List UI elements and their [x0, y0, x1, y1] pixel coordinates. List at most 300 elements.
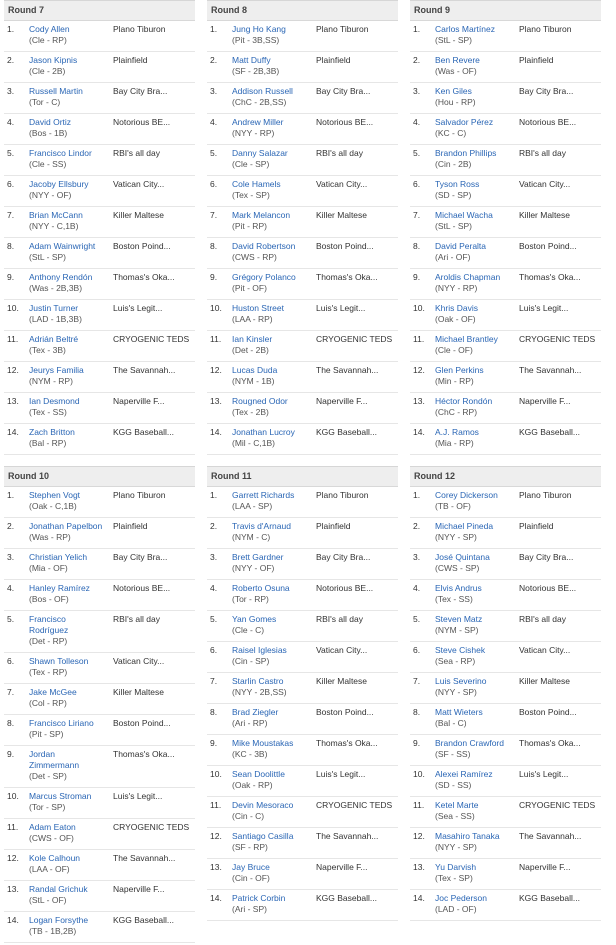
pick-number: 5.	[7, 614, 15, 624]
pick-number: 7.	[413, 676, 421, 686]
player-cell	[232, 583, 312, 610]
fantasy-team-name: CRYOGENIC TEDS	[113, 334, 190, 344]
player-name-link[interactable]: Alexei Ramírez	[435, 769, 493, 779]
player-name-link[interactable]: Logan Forsythe	[29, 915, 89, 925]
pick-number: 5.	[210, 148, 218, 158]
player-name-link[interactable]: Salvador Pérez	[435, 117, 494, 127]
player-cell	[29, 853, 109, 880]
player-name-link[interactable]: Jonathan Lucroy	[232, 427, 295, 437]
draft-pick-row	[207, 331, 398, 362]
player-name-link[interactable]: Sean Doolittle	[232, 769, 285, 779]
player-team-position: (Was - 2B,3B)	[29, 283, 83, 293]
player-name-link[interactable]: Mike Moustakas	[232, 738, 294, 748]
player-cell	[29, 822, 109, 849]
player-team-position: (NYM - SP)	[435, 625, 479, 635]
player-cell	[29, 117, 109, 144]
player-team-position: (LAA - RP)	[232, 314, 273, 324]
pick-number: 1.	[413, 490, 421, 500]
player-name-link[interactable]: Brandon Crawford	[435, 738, 504, 748]
player-cell	[232, 210, 312, 237]
player-team-position: (Cle - RP)	[29, 35, 67, 45]
fantasy-team-name: Vatican City...	[519, 645, 571, 655]
player-name-link[interactable]: Carlos Martínez	[435, 24, 495, 34]
fantasy-team-name: The Savannah...	[113, 365, 176, 375]
pick-number: 10.	[7, 303, 19, 313]
player-team-position: (Tex - SP)	[232, 190, 270, 200]
player-cell	[232, 55, 312, 82]
player-name-link[interactable]: Ken Giles	[435, 86, 472, 96]
player-team-position: (CWS - OF)	[29, 833, 74, 843]
player-name-link[interactable]: Rougned Odor	[232, 396, 288, 406]
player-cell	[29, 521, 109, 548]
player-name-link[interactable]: Ben Revere	[435, 55, 480, 65]
player-name-link[interactable]: José Quintana	[435, 552, 490, 562]
pick-number: 13.	[413, 396, 425, 406]
pick-number: 4.	[413, 117, 421, 127]
round-block	[4, 466, 195, 943]
player-name-link[interactable]: Ian Desmond	[29, 396, 80, 406]
player-cell	[232, 24, 312, 51]
fantasy-team-name: KGG Baseball...	[316, 427, 377, 437]
fantasy-team-name: Plainfield	[519, 521, 554, 531]
player-team-position: (ChC - 2B,SS)	[232, 97, 287, 107]
player-team-position: (SF - 2B,3B)	[232, 66, 280, 76]
player-cell	[435, 490, 515, 517]
pick-number: 9.	[7, 272, 15, 282]
player-name-link[interactable]: Ian Kinsler	[232, 334, 273, 344]
fantasy-team-name: Plainfield	[113, 55, 148, 65]
player-cell	[232, 396, 312, 423]
pick-number: 8.	[413, 241, 421, 251]
fantasy-team-name: Notorious BE...	[316, 117, 374, 127]
draft-pick-row	[410, 21, 601, 52]
fantasy-team-name: Vatican City...	[519, 179, 571, 189]
player-name-link[interactable]: Joc Pederson	[435, 893, 487, 903]
player-name-link[interactable]: Mark Melancon	[232, 210, 291, 220]
player-cell	[232, 148, 312, 175]
player-team-position: (Pit - RP)	[232, 221, 267, 231]
draft-pick-row	[4, 424, 195, 455]
pick-number: 1.	[210, 490, 218, 500]
draft-pick-row	[4, 21, 195, 52]
player-cell	[435, 800, 515, 827]
player-cell	[29, 749, 109, 787]
player-team-position: (NYM - C)	[232, 532, 271, 542]
draft-pick-row	[410, 797, 601, 828]
player-name-link[interactable]: David Robertson	[232, 241, 296, 251]
draft-pick-row	[410, 580, 601, 611]
pick-number: 13.	[7, 396, 19, 406]
player-team-position: (NYY - RP)	[435, 283, 478, 293]
player-team-position: (Hou - RP)	[435, 97, 476, 107]
player-team-position: (Det - 2B)	[232, 345, 269, 355]
fantasy-team-name: Notorious BE...	[519, 117, 577, 127]
player-name-link[interactable]: Francisco Lindor	[29, 148, 92, 158]
player-name-link[interactable]: Yu Darvish	[435, 862, 477, 872]
fantasy-team-name: The Savannah...	[316, 365, 379, 375]
player-name-link[interactable]: Brad Ziegler	[232, 707, 279, 717]
pick-number: 4.	[7, 583, 15, 593]
player-cell	[232, 831, 312, 858]
player-cell	[29, 179, 109, 206]
player-name-link[interactable]: Luis Severino	[435, 676, 487, 686]
player-cell	[232, 769, 312, 796]
pick-number: 4.	[413, 583, 421, 593]
player-name-link[interactable]: Francisco Liriano	[29, 718, 94, 728]
draft-pick-row	[4, 715, 195, 746]
draft-pick-row	[207, 766, 398, 797]
player-name-link[interactable]: Yan Gomes	[232, 614, 277, 624]
fantasy-team-name: Naperville F...	[519, 862, 571, 872]
player-name-link[interactable]: Héctor Rondón	[435, 396, 493, 406]
player-name-link[interactable]: Zach Britton	[29, 427, 75, 437]
fantasy-team-name: RBI's all day	[316, 148, 363, 158]
player-cell	[232, 645, 312, 672]
player-name-link[interactable]: Steve Cishek	[435, 645, 486, 655]
draft-pick-row	[410, 207, 601, 238]
player-name-link[interactable]: Jay Bruce	[232, 862, 270, 872]
player-cell	[232, 365, 312, 392]
draft-pick-row	[410, 424, 601, 455]
fantasy-team-name: CRYOGENIC TEDS	[316, 334, 393, 344]
player-cell	[435, 148, 515, 175]
player-name-link[interactable]: Aroldis Chapman	[435, 272, 501, 282]
draft-pick-row	[207, 114, 398, 145]
pick-number: 8.	[210, 241, 218, 251]
player-team-position: (Tor - SP)	[29, 802, 66, 812]
player-name-link[interactable]: Randal Grichuk	[29, 884, 88, 894]
draft-pick-row	[410, 549, 601, 580]
player-name-link[interactable]: Jeurys Familia	[29, 365, 84, 375]
fantasy-team-name: Boston Poind...	[113, 718, 171, 728]
player-name-link[interactable]: Brett Gardner	[232, 552, 284, 562]
player-cell	[435, 334, 515, 361]
player-team-position: (Tor - C)	[29, 97, 61, 107]
fantasy-team-name: The Savannah...	[316, 831, 379, 841]
pick-number: 14.	[7, 427, 19, 437]
player-cell	[29, 915, 109, 942]
player-cell	[435, 241, 515, 268]
player-name-link[interactable]: A.J. Ramos	[435, 427, 479, 437]
player-name-link[interactable]: Cole Hamels	[232, 179, 281, 189]
fantasy-team-name: Vatican City...	[113, 179, 165, 189]
player-name-link[interactable]: Anthony Rendón	[29, 272, 93, 282]
player-team-position: (Oak - OF)	[435, 314, 476, 324]
player-cell	[29, 210, 109, 237]
player-name-link[interactable]: Danny Salazar	[232, 148, 288, 158]
player-cell	[29, 24, 109, 51]
player-cell	[232, 490, 312, 517]
player-cell	[435, 365, 515, 392]
player-team-position: (NYM - 1B)	[232, 376, 275, 386]
fantasy-team-name: Plano Tiburon	[113, 24, 166, 34]
draft-pick-row	[410, 238, 601, 269]
fantasy-team-name: RBI's all day	[519, 614, 566, 624]
player-cell	[232, 86, 312, 113]
pick-number: 8.	[7, 241, 15, 251]
player-team-position: (Tex - RP)	[29, 667, 68, 677]
player-name-link[interactable]: Hanley Ramírez	[29, 583, 90, 593]
round-block	[207, 466, 398, 921]
fantasy-team-name: Plainfield	[316, 55, 351, 65]
player-team-position: (Pit - 3B,SS)	[232, 35, 280, 45]
fantasy-team-name: Boston Poind...	[316, 241, 374, 251]
player-team-position: (ChC - RP)	[435, 407, 478, 417]
player-cell	[29, 490, 109, 517]
player-team-position: (SD - SS)	[435, 780, 472, 790]
player-team-position: (Was - RP)	[29, 532, 71, 542]
fantasy-team-name: Notorious BE...	[113, 117, 171, 127]
player-name-link[interactable]: Lucas Duda	[232, 365, 278, 375]
draft-pick-row	[207, 176, 398, 207]
pick-number: 6.	[413, 179, 421, 189]
player-team-position: (Cin - 2B)	[435, 159, 472, 169]
player-name-link[interactable]: Jacoby Ellsbury	[29, 179, 89, 189]
round-header: Round 9	[410, 1, 601, 21]
player-team-position: (Det - SP)	[29, 771, 67, 781]
player-cell	[29, 614, 109, 652]
player-name-link[interactable]: Ketel Marte	[435, 800, 479, 810]
player-cell	[435, 862, 515, 889]
player-team-position: (Bos - 1B)	[29, 128, 68, 138]
player-cell	[29, 272, 109, 299]
player-name-link[interactable]: Huston Street	[232, 303, 284, 313]
player-name-link[interactable]: Masahiro Tanaka	[435, 831, 500, 841]
player-cell	[29, 583, 109, 610]
player-name-link[interactable]: Roberto Osuna	[232, 583, 290, 593]
pick-number: 7.	[7, 687, 15, 697]
player-team-position: (LAA - SP)	[232, 501, 273, 511]
draft-pick-row	[207, 735, 398, 766]
player-cell	[232, 676, 312, 703]
player-team-position: (Ari - RP)	[232, 718, 268, 728]
player-name-link[interactable]: Steven Matz	[435, 614, 483, 624]
fantasy-team-name: Thomas's Oka...	[113, 272, 175, 282]
player-name-link[interactable]: Marcus Stroman	[29, 791, 92, 801]
player-cell	[232, 334, 312, 361]
player-team-position: (NYY - C,1B)	[29, 221, 79, 231]
draft-pick-row	[4, 912, 195, 943]
draft-pick-row	[207, 828, 398, 859]
player-name-link[interactable]: David Ortiz	[29, 117, 72, 127]
player-name-link[interactable]: Justin Turner	[29, 303, 79, 313]
player-name-link[interactable]: Matt Duffy	[232, 55, 271, 65]
player-name-link[interactable]: Glen Perkins	[435, 365, 484, 375]
player-name-link[interactable]: Jordan Zimmermann	[29, 749, 80, 770]
draft-pick-row	[207, 83, 398, 114]
player-cell	[29, 552, 109, 579]
player-name-link[interactable]: Jake McGee	[29, 687, 77, 697]
draft-pick-row	[207, 890, 398, 921]
draft-pick-row	[4, 393, 195, 424]
player-name-link[interactable]: Russell Martin	[29, 86, 83, 96]
draft-pick-row	[4, 881, 195, 912]
player-name-link[interactable]: Cody Allen	[29, 24, 70, 34]
player-name-link[interactable]: Shawn Tolleson	[29, 656, 89, 666]
pick-number: 11.	[210, 800, 222, 810]
player-name-link[interactable]: David Peralta	[435, 241, 487, 251]
draft-pick-row	[207, 580, 398, 611]
player-name-link[interactable]: Jonathan Papelbon	[29, 521, 103, 531]
draft-pick-row	[4, 653, 195, 684]
pick-number: 8.	[7, 718, 15, 728]
player-name-link[interactable]: Grégory Polanco	[232, 272, 296, 282]
player-name-link[interactable]: Starlin Castro	[232, 676, 284, 686]
pick-number: 3.	[413, 86, 421, 96]
draft-pick-row	[4, 145, 195, 176]
player-cell	[435, 614, 515, 641]
player-team-position: (StL - OF)	[29, 895, 67, 905]
player-name-link[interactable]: Brian McCann	[29, 210, 83, 220]
fantasy-team-name: The Savannah...	[519, 831, 582, 841]
pick-number: 8.	[413, 707, 421, 717]
player-cell	[232, 427, 312, 454]
draft-pick-row	[410, 269, 601, 300]
pick-number: 10.	[413, 303, 425, 313]
player-name-link[interactable]: Christian Yelich	[29, 552, 88, 562]
fantasy-team-name: Killer Maltese	[113, 687, 165, 697]
player-name-link[interactable]: Elvis Andrus	[435, 583, 482, 593]
fantasy-team-name: Bay City Bra...	[113, 86, 168, 96]
draft-pick-row	[4, 52, 195, 83]
player-team-position: (NYY - SP)	[435, 687, 477, 697]
player-cell	[435, 117, 515, 144]
draft-pick-row	[4, 114, 195, 145]
player-name-link[interactable]: Garrett Richards	[232, 490, 295, 500]
fantasy-team-name: Notorious BE...	[519, 583, 577, 593]
player-cell	[232, 303, 312, 330]
player-name-link[interactable]: Francisco Rodríguez	[29, 614, 69, 635]
pick-number: 2.	[413, 521, 421, 531]
player-team-position: (Bal - C)	[435, 718, 467, 728]
player-cell	[29, 718, 109, 745]
player-name-link[interactable]: Patrick Corbin	[232, 893, 286, 903]
player-team-position: (Tex - 3B)	[29, 345, 66, 355]
player-name-link[interactable]: Kole Calhoun	[29, 853, 81, 863]
player-team-position: (NYY - RP)	[232, 128, 275, 138]
draft-pick-row	[410, 828, 601, 859]
player-team-position: (SF - SS)	[435, 749, 471, 759]
player-name-link[interactable]: Jung Ho Kang	[232, 24, 286, 34]
pick-number: 9.	[210, 272, 218, 282]
player-name-link[interactable]: Khris Davis	[435, 303, 478, 313]
player-name-link[interactable]: Tyson Ross	[435, 179, 480, 189]
fantasy-team-name: RBI's all day	[113, 148, 160, 158]
pick-number: 2.	[7, 55, 15, 65]
player-team-position: (Mia - OF)	[29, 563, 68, 573]
player-team-position: (Tex - SS)	[29, 407, 67, 417]
draft-pick-row	[207, 300, 398, 331]
fantasy-team-name: Boston Poind...	[519, 707, 577, 717]
player-team-position: (NYY - OF)	[29, 190, 72, 200]
draft-pick-row	[207, 393, 398, 424]
round-header: Round 7	[4, 1, 195, 21]
player-name-link[interactable]: Stephen Vogt	[29, 490, 81, 500]
pick-number: 12.	[413, 831, 425, 841]
fantasy-team-name: Plano Tiburon	[519, 490, 572, 500]
pick-number: 10.	[413, 769, 425, 779]
player-name-link[interactable]: Devin Mesoraco	[232, 800, 294, 810]
round-header: Round 12	[410, 467, 601, 487]
draft-pick-row	[4, 850, 195, 881]
pick-number: 4.	[210, 117, 218, 127]
player-name-link[interactable]: Travis d'Arnaud	[232, 521, 291, 531]
draft-pick-row	[207, 145, 398, 176]
player-name-link[interactable]: Raisel Iglesias	[232, 645, 287, 655]
draft-pick-row	[4, 362, 195, 393]
draft-pick-row	[4, 331, 195, 362]
player-cell	[435, 583, 515, 610]
pick-number: 13.	[413, 862, 425, 872]
player-cell	[435, 676, 515, 703]
fantasy-team-name: Notorious BE...	[113, 583, 171, 593]
fantasy-team-name: Plano Tiburon	[316, 490, 369, 500]
player-cell	[29, 791, 109, 818]
player-name-link[interactable]: Andrew Miller	[232, 117, 284, 127]
draft-pick-row	[207, 21, 398, 52]
player-team-position: (Oak - RP)	[232, 780, 273, 790]
player-name-link[interactable]: Brandon Phillips	[435, 148, 497, 158]
player-team-position: (LAD - 1B,3B)	[29, 314, 82, 324]
player-cell	[435, 210, 515, 237]
pick-number: 14.	[413, 893, 425, 903]
fantasy-team-name: RBI's all day	[113, 614, 160, 624]
player-team-position: (KC - 3B)	[232, 749, 268, 759]
player-name-link[interactable]: Michael Wacha	[435, 210, 493, 220]
draft-pick-row	[207, 673, 398, 704]
player-team-position: (Mil - C,1B)	[232, 438, 275, 448]
pick-number: 12.	[413, 365, 425, 375]
player-team-position: (StL - SP)	[435, 35, 472, 45]
fantasy-team-name: Vatican City...	[113, 656, 165, 666]
player-name-link[interactable]: Michael Pineda	[435, 521, 494, 531]
player-name-link[interactable]: Adrián Beltré	[29, 334, 79, 344]
player-name-link[interactable]: Adam Wainwright	[29, 241, 96, 251]
player-name-link[interactable]: Addison Russell	[232, 86, 293, 96]
player-name-link[interactable]: Adam Eaton	[29, 822, 76, 832]
fantasy-team-name: CRYOGENIC TEDS	[316, 800, 393, 810]
fantasy-team-name: CRYOGENIC TEDS	[519, 800, 596, 810]
fantasy-team-name: Plainfield	[113, 521, 148, 531]
player-team-position: (Cle - OF)	[435, 345, 473, 355]
player-cell	[435, 831, 515, 858]
player-cell	[435, 55, 515, 82]
player-cell	[232, 862, 312, 889]
player-cell	[29, 55, 109, 82]
player-cell	[435, 893, 515, 920]
draft-pick-row	[410, 176, 601, 207]
player-name-link[interactable]: Corey Dickerson	[435, 490, 498, 500]
player-cell	[232, 614, 312, 641]
pick-number: 13.	[7, 884, 19, 894]
player-name-link[interactable]: Santiago Casilla	[232, 831, 294, 841]
pick-number: 12.	[7, 853, 19, 863]
player-team-position: (Sea - SS)	[435, 811, 475, 821]
draft-pick-row	[4, 487, 195, 518]
player-name-link[interactable]: Jason Kipnis	[29, 55, 78, 65]
player-name-link[interactable]: Matt Wieters	[435, 707, 483, 717]
pick-number: 10.	[210, 303, 222, 313]
player-team-position: (TB - OF)	[435, 501, 471, 511]
pick-number: 1.	[7, 490, 15, 500]
round-block	[410, 466, 601, 921]
pick-number: 6.	[210, 179, 218, 189]
player-team-position: (Cin - C)	[232, 811, 265, 821]
draft-pick-row	[207, 859, 398, 890]
draft-pick-row	[410, 331, 601, 362]
player-name-link[interactable]: Michael Brantley	[435, 334, 498, 344]
fantasy-team-name: CRYOGENIC TEDS	[113, 822, 190, 832]
